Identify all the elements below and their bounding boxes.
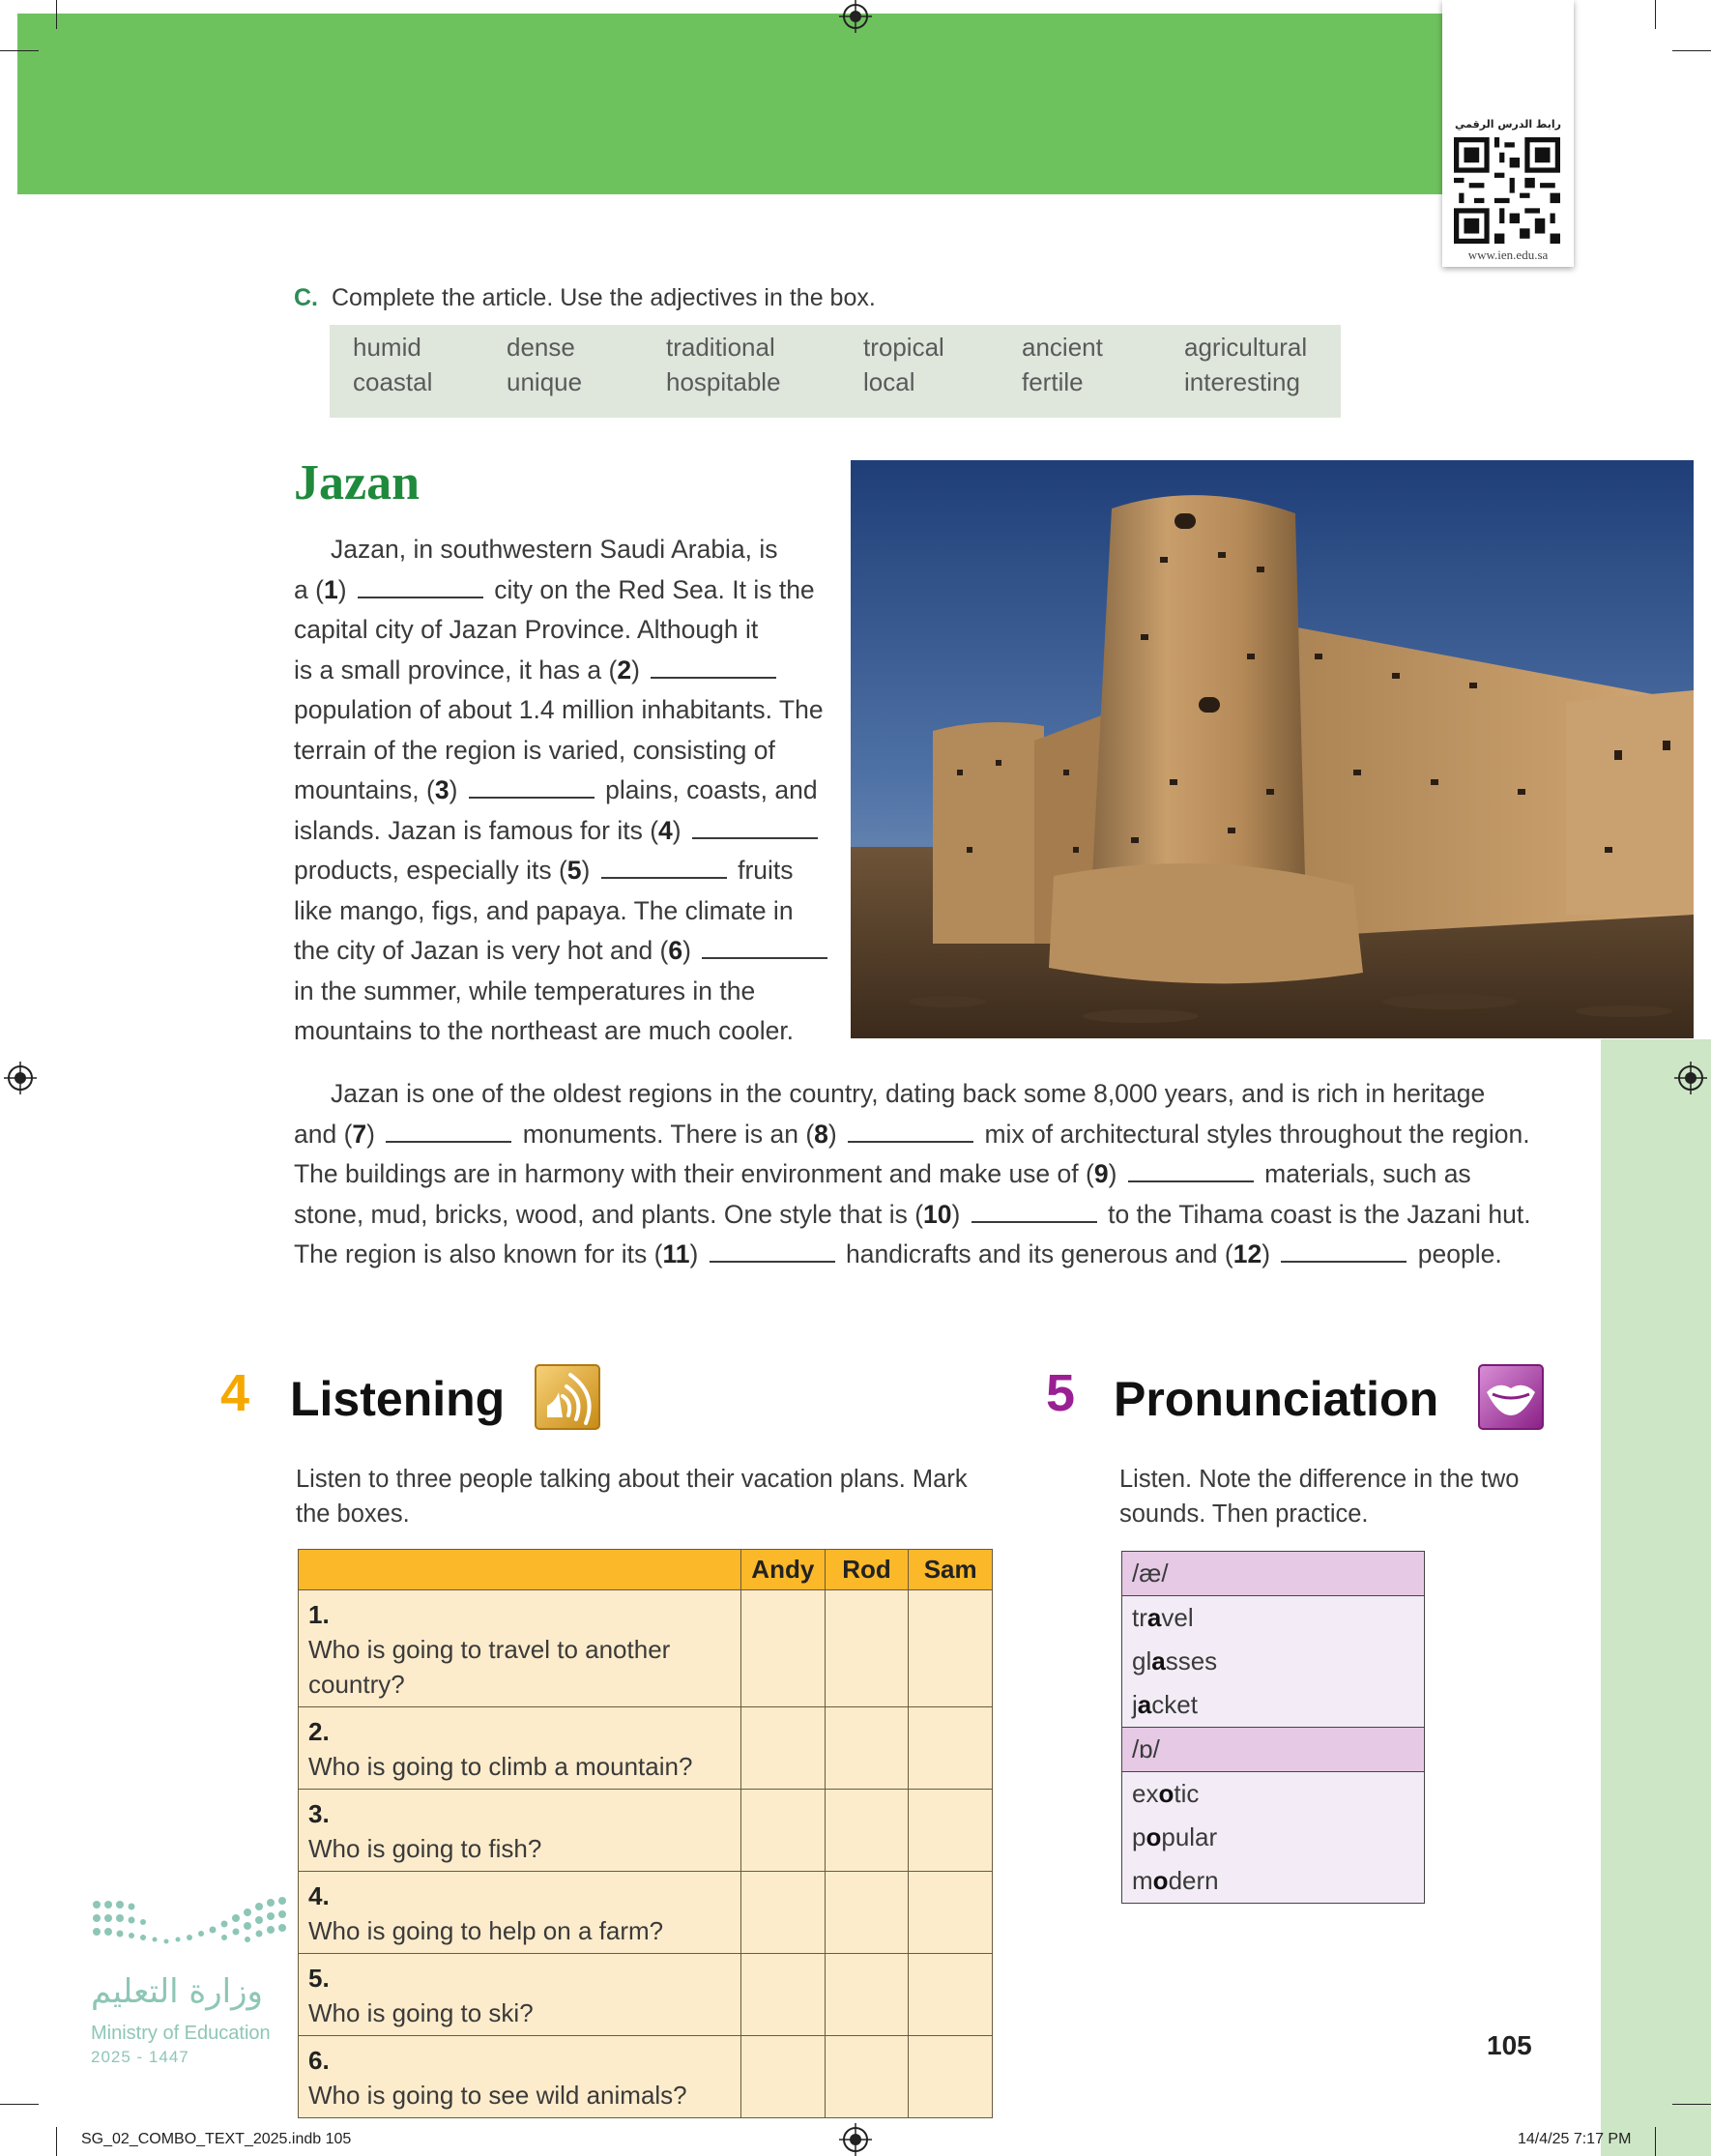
answer-blank[interactable]	[358, 577, 483, 598]
checkbox-cell[interactable]	[825, 1707, 909, 1790]
sound-header-row	[1122, 1552, 1425, 1596]
text-span: to the Tihama coast is the Jazani hut.	[1100, 1199, 1531, 1229]
text-line	[294, 1195, 1551, 1236]
text-span: islands. Jazan is famous for its (	[294, 815, 659, 845]
text-span: a (	[294, 574, 324, 604]
registration-mark-icon	[839, 0, 872, 33]
text-span: products, especially its (	[294, 856, 567, 885]
list-item	[1122, 1640, 1425, 1683]
word-vowel: a	[1146, 1603, 1162, 1632]
word-item: unique	[507, 367, 583, 396]
question-cell	[299, 2036, 741, 2118]
text-line: in the summer, while temperatures in the	[294, 976, 756, 1005]
answer-blank[interactable]	[601, 858, 727, 879]
text-line: population of about 1.4 million inhabitants. The	[294, 695, 824, 724]
text-span: mix of architectural styles throughout the region.	[977, 1119, 1530, 1149]
pronunciation-number: 5	[1046, 1364, 1076, 1422]
word-item: agricultural	[1184, 333, 1308, 362]
word-item: humid	[353, 333, 421, 362]
section-c-instruction: Complete the article. Use the adjectives in the box.	[332, 284, 876, 311]
question-number: 1.	[308, 1600, 330, 1629]
pronunciation-word	[1122, 1859, 1425, 1904]
text-span: )	[1262, 1239, 1278, 1268]
word-item: ancient	[1022, 333, 1103, 362]
question-text: Who is going to see wild animals?	[308, 2081, 687, 2110]
page-number: 105	[1487, 2030, 1532, 2060]
text-span: )	[689, 1239, 706, 1268]
listening-title: Listening	[290, 1372, 506, 1426]
blank-number: 4	[658, 815, 673, 845]
word-vowel: o	[1152, 1866, 1169, 1895]
table-header-row	[299, 1550, 993, 1590]
answer-blank[interactable]	[972, 1202, 1097, 1223]
text-line	[294, 1154, 1551, 1195]
pronunciation-word	[1122, 1816, 1425, 1859]
text-span: )	[1108, 1159, 1124, 1188]
word-item: interesting	[1184, 367, 1300, 396]
header-band	[17, 14, 1574, 194]
answer-blank[interactable]	[692, 818, 818, 839]
word-part: dern	[1168, 1866, 1219, 1895]
answer-blank[interactable]	[1128, 1161, 1254, 1182]
word-part: tic	[1174, 1779, 1200, 1808]
blank-number: 12	[1232, 1239, 1262, 1268]
registration-mark-icon	[1674, 1062, 1707, 1094]
text-span: people.	[1410, 1239, 1502, 1268]
text-line	[294, 651, 845, 691]
table-row	[299, 2036, 993, 2118]
text-span: The region is also known for its (	[294, 1239, 663, 1268]
crop-mark	[1672, 50, 1711, 51]
column-header-sam: Sam	[909, 1550, 993, 1590]
text-line	[294, 771, 845, 811]
text-span: The buildings are in harmony with their environment and make use of (	[294, 1159, 1094, 1188]
checkbox-cell[interactable]	[909, 1707, 993, 1790]
checkbox-cell[interactable]	[909, 2036, 993, 2118]
checkbox-cell[interactable]	[740, 2036, 825, 2118]
text-span: mountains, (	[294, 775, 435, 804]
question-number: 6.	[308, 2046, 330, 2075]
section-c-letter: C.	[294, 284, 318, 311]
blank-number: 8	[814, 1119, 828, 1149]
blank-number: 3	[434, 775, 450, 804]
crop-mark	[1655, 0, 1656, 29]
word-part: gl	[1132, 1646, 1152, 1675]
crop-mark	[1672, 2104, 1711, 2105]
blank-number: 2	[617, 655, 632, 685]
text-span: )	[337, 574, 354, 604]
text-span: handicrafts and its generous and (	[838, 1239, 1233, 1268]
registration-mark-icon	[839, 2123, 872, 2156]
text-line: capital city of Jazan Province. Although it	[294, 615, 759, 644]
crop-mark	[0, 50, 39, 51]
print-slug-left: SG_02_COMBO_TEXT_2025.indb 105	[81, 2131, 352, 2147]
word-part: m	[1132, 1866, 1153, 1895]
question-number: 2.	[308, 1717, 330, 1746]
table-row	[299, 1872, 993, 1954]
registration-mark-icon	[4, 1062, 37, 1094]
question-cell	[299, 1590, 741, 1707]
text-line	[294, 1235, 1551, 1275]
word-item: traditional	[666, 333, 775, 362]
article-paragraph-2	[294, 1074, 1551, 1275]
word-part: sses	[1165, 1646, 1218, 1675]
answer-blank[interactable]	[710, 1241, 835, 1263]
ministry-name-english: Ministry of Education	[91, 2023, 271, 2044]
question-text: Who is going to fish?	[308, 1834, 542, 1863]
answer-blank[interactable]	[469, 777, 594, 799]
blank-number: 10	[923, 1199, 952, 1229]
question-text: Who is going to help on a farm?	[308, 1916, 664, 1945]
column-header-andy: Andy	[740, 1550, 825, 1590]
listening-number: 4	[220, 1364, 250, 1422]
word-part: ex	[1132, 1779, 1159, 1808]
text-span: city on the Red Sea. It is the	[486, 574, 815, 604]
text-line	[294, 811, 845, 852]
blank-number: 1	[323, 574, 338, 604]
checkbox-cell[interactable]	[909, 1790, 993, 1872]
adjective-word-box	[330, 325, 1341, 418]
question-number: 4.	[308, 1881, 330, 1910]
text-span: )	[631, 655, 648, 685]
question-text: Who is going to travel to another country?	[308, 1635, 671, 1699]
list-item	[1122, 1772, 1425, 1817]
text-span: plains, coasts, and	[597, 775, 818, 804]
text-span: is a small province, it has a (	[294, 655, 618, 685]
qr-card[interactable]	[1442, 0, 1574, 267]
text-line: Jazan, in southwestern Saudi Arabia, is	[331, 535, 778, 564]
print-slug-right: 14/4/25 7:17 PM	[1518, 2131, 1632, 2147]
text-span: )	[366, 1119, 383, 1149]
list-item	[1122, 1816, 1425, 1859]
question-text: Who is going to ski?	[308, 1998, 534, 2027]
blank-number: 9	[1093, 1159, 1109, 1188]
table-row	[299, 1790, 993, 1872]
answer-blank[interactable]	[702, 938, 827, 959]
crop-mark	[1655, 2127, 1656, 2156]
ministry-name-arabic: وزارة التعليم	[91, 1972, 263, 2011]
answer-blank[interactable]	[848, 1122, 973, 1143]
word-item: dense	[507, 333, 575, 362]
checkbox-cell[interactable]	[740, 1790, 825, 1872]
text-span: materials, such as	[1257, 1159, 1471, 1188]
checkbox-cell[interactable]	[740, 1954, 825, 2036]
checkbox-cell[interactable]	[825, 1954, 909, 2036]
crop-mark	[56, 2127, 57, 2156]
text-span: stone, mud, bricks, wood, and plants. One style that is (	[294, 1199, 924, 1229]
table-row	[299, 1954, 993, 2036]
question-number: 3.	[308, 1799, 330, 1828]
text-line: Jazan is one of the oldest regions in the country, dating back some 8,000 years, and is rich in heritage	[331, 1079, 1486, 1108]
pronunciation-title: Pronunciation	[1114, 1372, 1439, 1426]
table-row	[299, 1590, 993, 1707]
checkbox-cell[interactable]	[740, 1872, 825, 1954]
text-span: )	[449, 775, 465, 804]
blank-number: 5	[566, 856, 582, 885]
checkbox-cell[interactable]	[825, 1590, 909, 1707]
pronunciation-word	[1122, 1683, 1425, 1728]
list-item	[1122, 1859, 1425, 1904]
answer-blank[interactable]	[386, 1122, 511, 1143]
pronunciation-instruction: Listen. Note the difference in the two sounds. Then practice.	[1119, 1466, 1520, 1528]
pronunciation-word	[1122, 1596, 1425, 1641]
qr-caption: رابط الدرس الرقمي	[1455, 118, 1561, 131]
text-span: )	[951, 1199, 968, 1229]
text-span: )	[827, 1119, 845, 1149]
blank-number: 6	[668, 936, 683, 965]
text-span: fruits	[730, 856, 794, 885]
list-item	[1122, 1596, 1425, 1641]
word-item: tropical	[863, 333, 944, 362]
word-part: cket	[1151, 1690, 1198, 1719]
text-line	[294, 931, 845, 972]
listening-table	[298, 1549, 993, 2118]
sound-label: /ɒ/	[1122, 1728, 1425, 1772]
word-item: fertile	[1022, 367, 1084, 396]
listening-instruction: Listen to three people talking about their vacation plans. Mark the boxes.	[296, 1466, 968, 1528]
text-span: )	[672, 815, 688, 845]
mouth-icon[interactable]	[1477, 1363, 1545, 1431]
text-span: the city of Jazan is very hot and (	[294, 936, 669, 965]
checkbox-cell[interactable]	[825, 1790, 909, 1872]
word-part: tr	[1132, 1603, 1147, 1632]
sound-label: /æ/	[1122, 1552, 1425, 1596]
question-number: 5.	[308, 1964, 330, 1993]
qr-url[interactable]: www.ien.edu.sa	[1467, 248, 1549, 262]
article-title: Jazan	[294, 455, 420, 510]
word-part: p	[1132, 1822, 1146, 1851]
word-item: local	[863, 367, 915, 396]
text-span: )	[581, 856, 597, 885]
checkbox-cell[interactable]	[740, 1590, 825, 1707]
word-vowel: o	[1146, 1822, 1162, 1851]
sound-header-row	[1122, 1728, 1425, 1772]
question-cell	[299, 1790, 741, 1872]
text-span: )	[682, 936, 699, 965]
text-line: terrain of the region is varied, consisting of	[294, 735, 775, 765]
blank-number: 7	[352, 1119, 367, 1149]
question-cell	[299, 1954, 741, 2036]
ministry-year: 2025 - 1447	[91, 2048, 189, 2066]
question-text: Who is going to climb a mountain?	[308, 1752, 693, 1781]
list-item	[1122, 1683, 1425, 1728]
checkbox-cell[interactable]	[825, 1872, 909, 1954]
jazan-fort-photo	[851, 460, 1694, 1038]
column-header-rod: Rod	[825, 1550, 909, 1590]
word-part: vel	[1161, 1603, 1194, 1632]
text-line: like mango, figs, and papaya. The climate in	[294, 895, 794, 925]
qr-code-icon[interactable]	[1454, 137, 1560, 244]
side-band	[1601, 1039, 1711, 2156]
blank-number: 11	[662, 1239, 690, 1268]
word-vowel: a	[1151, 1646, 1166, 1675]
text-line: mountains to the northeast are much cooler.	[294, 1016, 795, 1045]
text-line	[294, 1115, 1551, 1155]
checkbox-cell[interactable]	[909, 1590, 993, 1707]
question-cell	[299, 1707, 741, 1790]
answer-blank[interactable]	[1281, 1241, 1406, 1263]
text-span: monuments. There is an (	[515, 1119, 815, 1149]
crop-mark	[56, 0, 57, 29]
text-line	[294, 570, 845, 611]
word-part: pular	[1161, 1822, 1218, 1851]
crop-mark	[0, 2104, 39, 2105]
text-line	[294, 851, 845, 891]
pronunciation-word	[1122, 1772, 1425, 1817]
table-row	[299, 1707, 993, 1790]
article-paragraph-1	[294, 530, 845, 1052]
word-item: coastal	[353, 367, 433, 396]
pronunciation-table	[1121, 1551, 1425, 1904]
word-part: j	[1132, 1690, 1138, 1719]
header-empty	[299, 1550, 741, 1590]
answer-blank[interactable]	[651, 657, 776, 679]
pronunciation-word	[1122, 1640, 1425, 1683]
text-span: and (	[294, 1119, 353, 1149]
checkbox-cell[interactable]	[740, 1707, 825, 1790]
word-vowel: o	[1158, 1779, 1174, 1808]
checkbox-cell[interactable]	[825, 2036, 909, 2118]
question-cell	[299, 1872, 741, 1954]
audio-icon[interactable]	[534, 1363, 601, 1431]
checkbox-cell[interactable]	[909, 1872, 993, 1954]
word-vowel: a	[1137, 1690, 1152, 1719]
word-item: hospitable	[666, 367, 781, 396]
checkbox-cell[interactable]	[909, 1954, 993, 2036]
